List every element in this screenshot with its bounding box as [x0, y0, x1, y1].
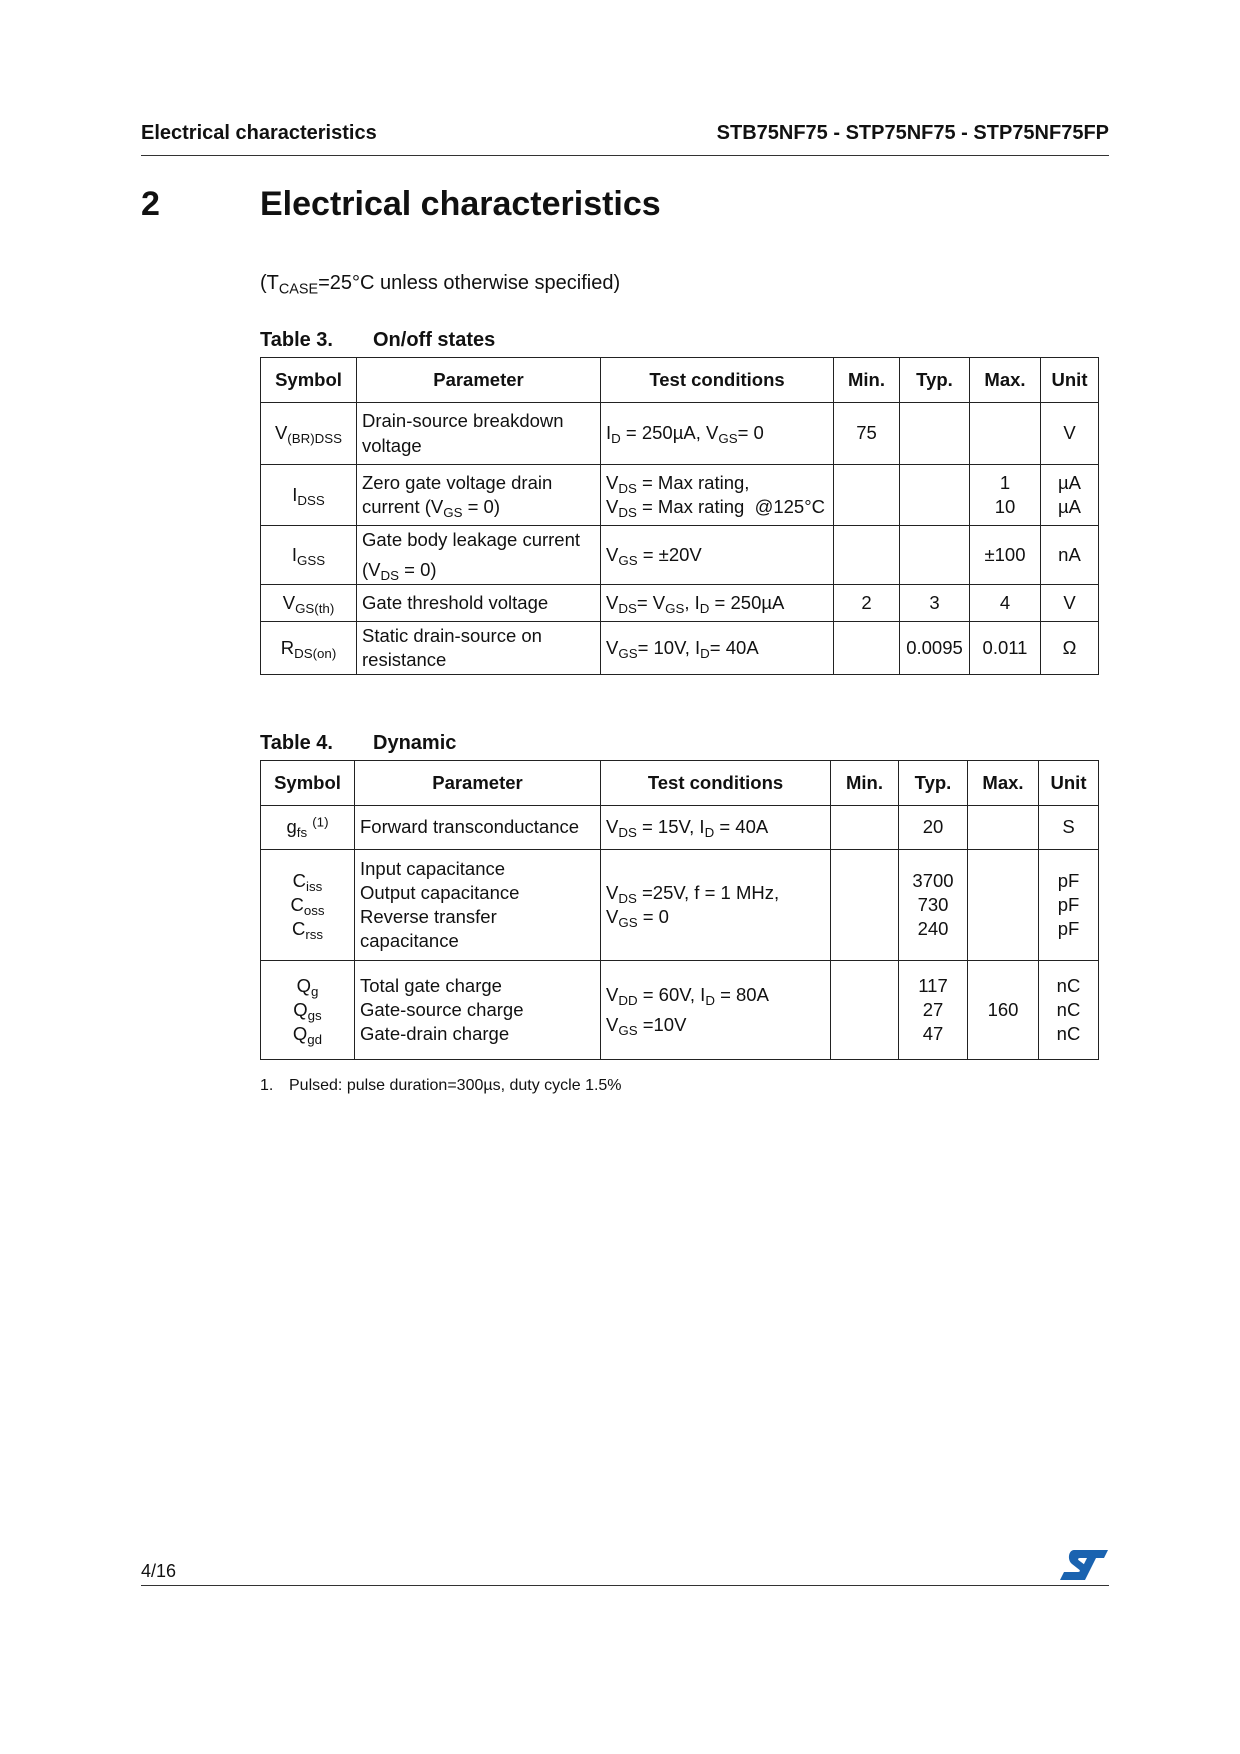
column-header: Max. [968, 761, 1039, 806]
max-cell [970, 403, 1041, 465]
min-cell [831, 850, 899, 961]
parameter-cell: Gate body leakage current $(V_{DS} = 0)$ [357, 526, 601, 585]
column-header: Symbol [261, 761, 355, 806]
parameter-cell: Zero gate voltage drain current $(V_{GS} = 0)$ [357, 465, 601, 526]
footer-divider [141, 1585, 1109, 1586]
symbol-cell: $V_{GS(th)}$ [261, 585, 357, 622]
test-conditions-cell: $V_{GS}= 10V$, $I_D= 40A$ [601, 622, 834, 675]
running-header-section: Electrical characteristics [141, 122, 377, 144]
min-cell: 2 [834, 585, 900, 622]
typ-cell: 20 [899, 806, 968, 850]
test-conditions-cell: $V_{DS}= V_{GS}$, $I_D = 250\mu A$ [601, 585, 834, 622]
symbol-cell: $I_{GSS}$ [261, 526, 357, 585]
symbol-cell: $I_{DSS}$ [261, 465, 357, 526]
max-cell: 4 [970, 585, 1041, 622]
footnote-number: 1. [260, 1077, 274, 1094]
symbol-cell: $C_{iss}$ $C_{oss}$ $C_{rss}$ [261, 850, 355, 961]
typ-cell [900, 403, 970, 465]
column-header: Symbol [261, 358, 357, 403]
table-row [261, 806, 1099, 850]
typ-cell [900, 526, 970, 585]
typ-cell: 0.0095 [900, 622, 970, 675]
parameter-cell: Forward transconductance [355, 806, 601, 850]
typ-cell: 3700 730 240 [899, 850, 968, 961]
column-header: Unit [1039, 761, 1099, 806]
table3-title: On/off states [373, 329, 496, 351]
footnote-text: Pulsed: pulse duration=300µs, duty cycle 1.5% [289, 1077, 622, 1094]
column-header: Min. [831, 761, 899, 806]
unit-cell: nA [1041, 526, 1099, 585]
unit-cell: V [1041, 585, 1099, 622]
parameter-cell: Gate threshold voltage [357, 585, 601, 622]
test-conditions-cell: $V_{DS} = 15V$, $I_D = 40A$ [601, 806, 831, 850]
column-header: Min. [834, 358, 900, 403]
test-conditions-cell: $V_{DS} =25V$, f = 1 MHz, $V_{GS} = 0$ [601, 850, 831, 961]
table3-header-row [261, 358, 1099, 403]
max-cell [968, 850, 1039, 961]
table-row [261, 403, 1099, 465]
table3-caption [260, 329, 495, 352]
table4-dynamic [260, 760, 1099, 1060]
table-row [261, 850, 1099, 961]
unit-cell: V [1041, 403, 1099, 465]
max-cell: 0.011 [970, 622, 1041, 675]
min-cell [834, 465, 900, 526]
header-divider [141, 155, 1109, 156]
max-cell: 160 [968, 961, 1039, 1060]
min-cell [834, 526, 900, 585]
section-number: 2 [141, 185, 160, 223]
symbol-cell: $Q_g$ $Q_{gs}$ $Q_{gd}$ [261, 961, 355, 1060]
symbol-cell: $R_{DS(on)}$ [261, 622, 357, 675]
section-title: Electrical characteristics [260, 185, 661, 223]
page-number: 4/16 [141, 1561, 177, 1581]
column-header: Typ. [900, 358, 970, 403]
test-conditions-cell: $V_{GS} = \pm 20V$ [601, 526, 834, 585]
min-cell: 75 [834, 403, 900, 465]
typ-cell: 117 27 47 [899, 961, 968, 1060]
parameter-cell: Static drain-source on resistance [357, 622, 601, 675]
column-header: Parameter [357, 358, 601, 403]
parameter-cell: Input capacitance Output capacitance Reverse transfer capacitance [355, 850, 601, 961]
parameter-cell: Total gate charge Gate-source charge Gate-drain charge [355, 961, 601, 1060]
table4-header-row [261, 761, 1099, 806]
running-header-part-numbers: STB75NF75 - STP75NF75 - STP75NF75FP [716, 122, 1109, 144]
test-conditions-cell: $V_{DD} = 60V$, $I_D = 80A$ $V_{GS} =10V$ [601, 961, 831, 1060]
max-cell [968, 806, 1039, 850]
max-cell: ±100 [970, 526, 1041, 585]
table4-title: Dynamic [373, 732, 457, 754]
table3-on-off-states [260, 357, 1099, 675]
table4-caption [260, 732, 456, 755]
condition-note: ($T_{CASE}=25^\circ C$ unless otherwise specified) [260, 272, 621, 298]
symbol-cell: $g_{fs}$ $^{(1)}$ [261, 806, 355, 850]
max-cell: 1 10 [970, 465, 1041, 526]
test-conditions-cell: $I_D = 250\mu A$, $V_{GS}= 0$ [601, 403, 834, 465]
column-header: Unit [1041, 358, 1099, 403]
table-row [261, 961, 1099, 1060]
column-header: Test conditions [601, 761, 831, 806]
typ-cell: 3 [900, 585, 970, 622]
min-cell [831, 806, 899, 850]
column-header: Parameter [355, 761, 601, 806]
table-row [261, 622, 1099, 675]
footnote [260, 1077, 622, 1095]
column-header: Test conditions [601, 358, 834, 403]
table4-label: Table 4. [260, 732, 333, 754]
table-row [261, 526, 1099, 585]
table-row [261, 465, 1099, 526]
unit-cell: Ω [1041, 622, 1099, 675]
table3-label: Table 3. [260, 329, 333, 351]
st-logo-icon [1058, 1548, 1108, 1582]
min-cell [831, 961, 899, 1060]
unit-cell: pF pF pF [1039, 850, 1099, 961]
min-cell [834, 622, 900, 675]
parameter-cell: Drain-source breakdown voltage [357, 403, 601, 465]
symbol-cell: $V_{(BR)DSS}$ [261, 403, 357, 465]
unit-cell: µA µA [1041, 465, 1099, 526]
column-header: Typ. [899, 761, 968, 806]
table-row [261, 585, 1099, 622]
unit-cell: S [1039, 806, 1099, 850]
column-header: Max. [970, 358, 1041, 403]
typ-cell [900, 465, 970, 526]
unit-cell: nC nC nC [1039, 961, 1099, 1060]
test-conditions-cell: $V_{DS}$ = Max rating, $V_{DS}$ = Max rating @125°C [601, 465, 834, 526]
